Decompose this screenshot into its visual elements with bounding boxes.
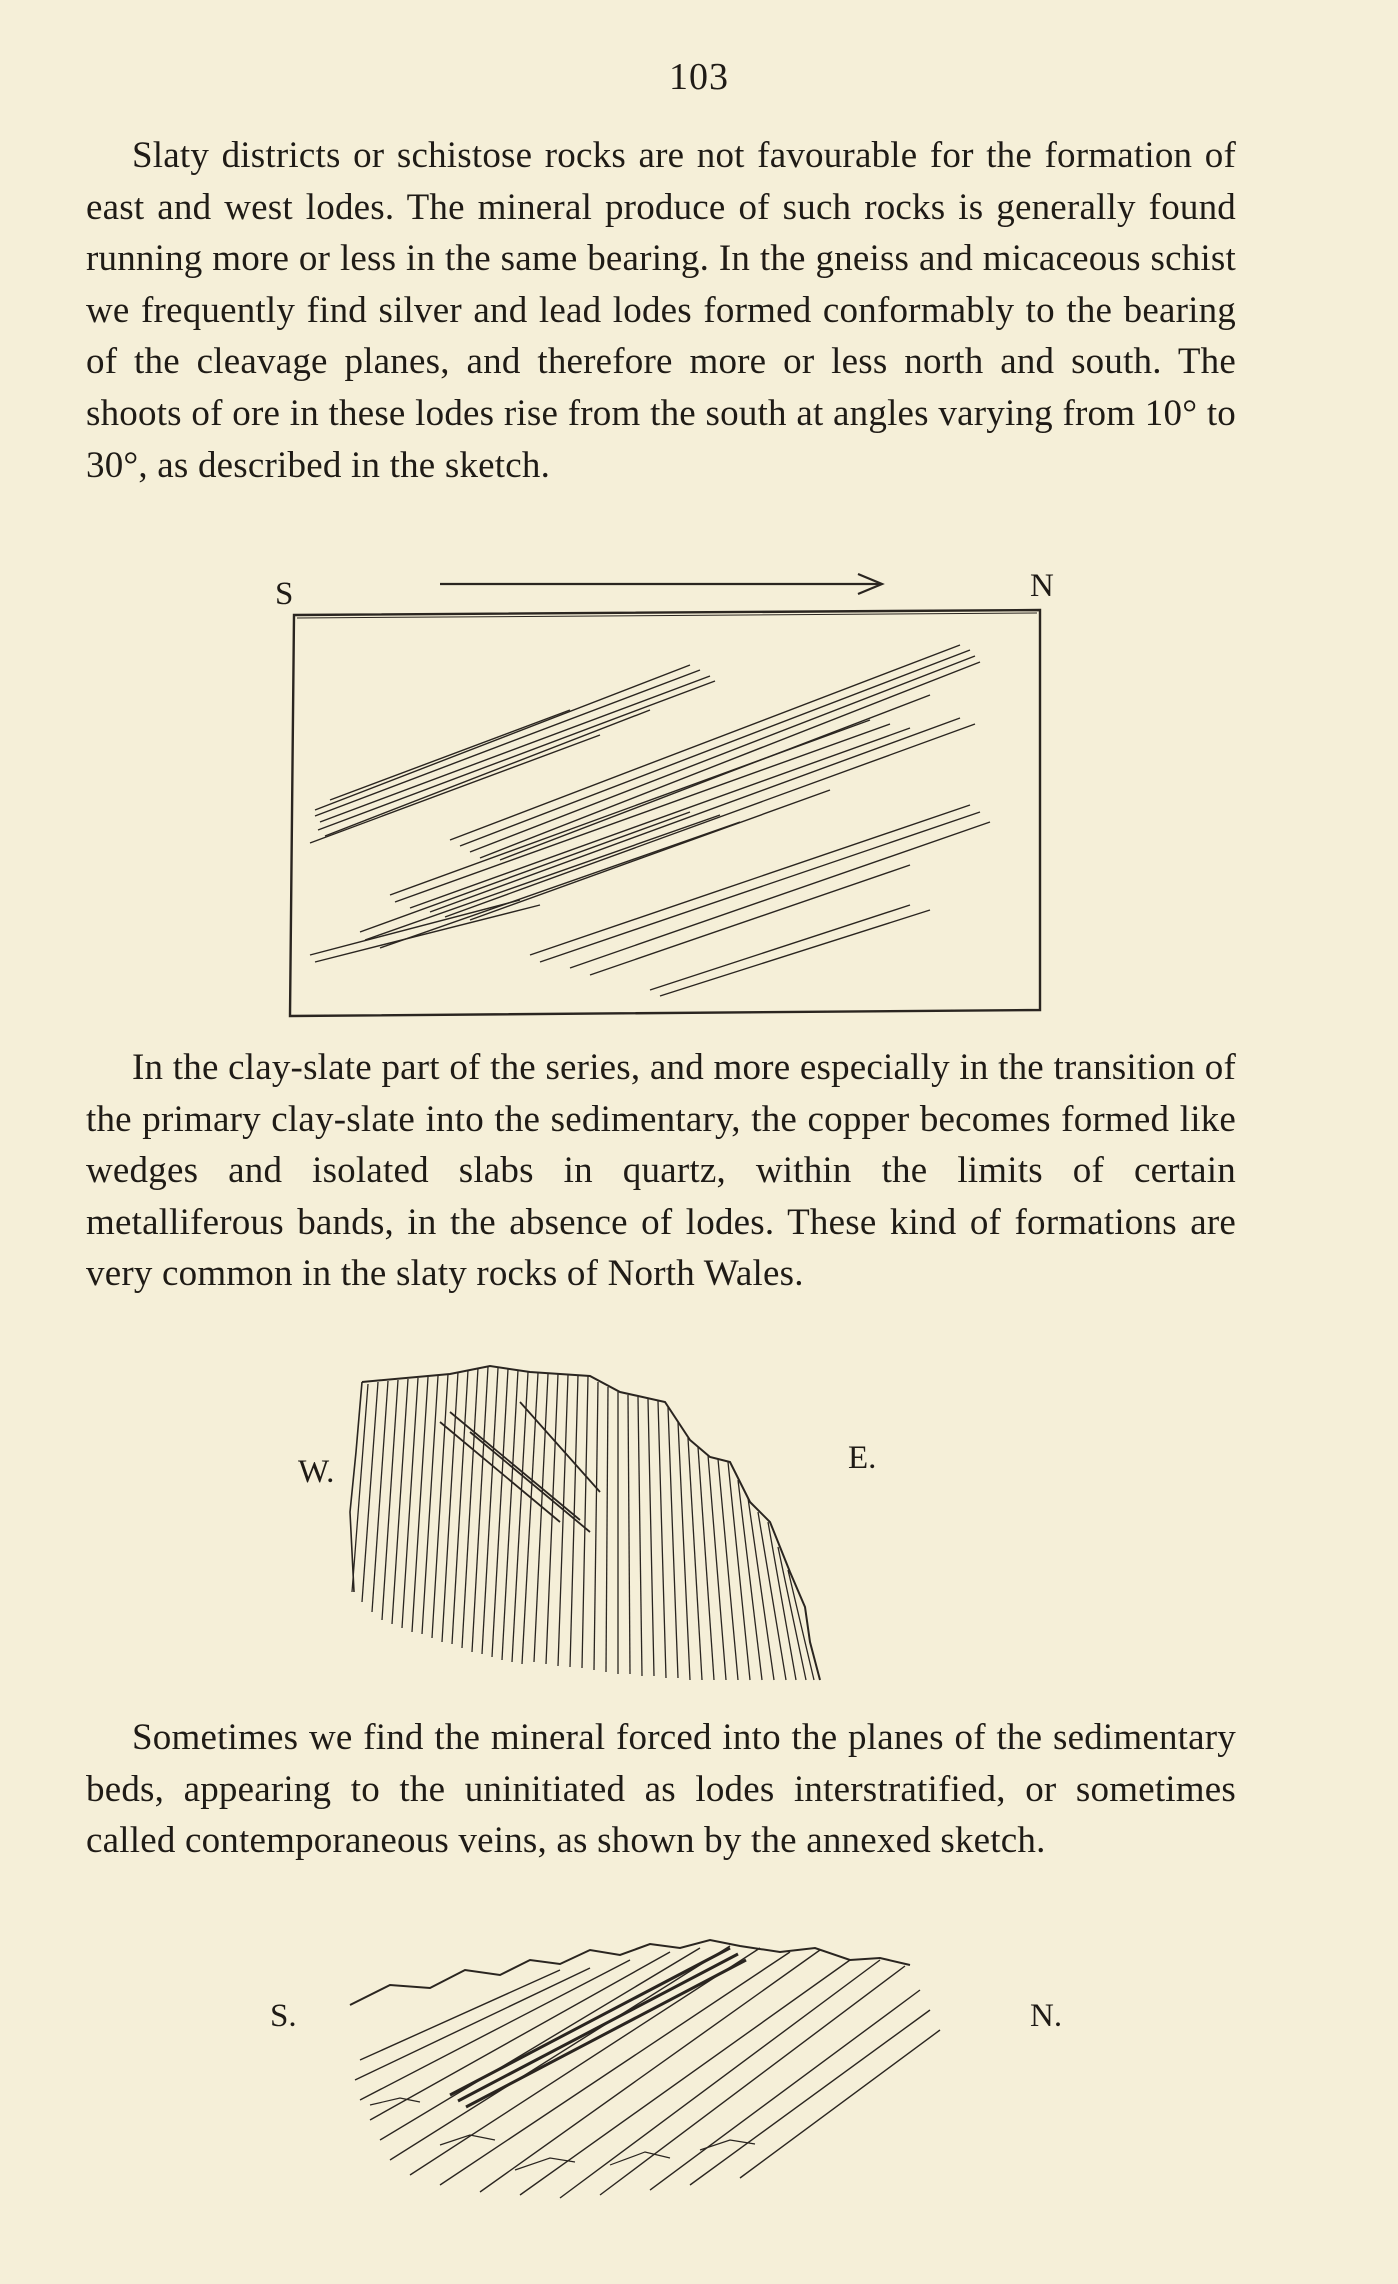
- east-label: E.: [848, 1440, 877, 1476]
- wedge-formation-sketch: [290, 1362, 990, 1692]
- strata-sketch-drawing: [260, 1930, 1063, 2200]
- west-label: W.: [298, 1454, 335, 1490]
- south-label-strata: S.: [270, 1998, 297, 2034]
- page-number: 103: [669, 56, 729, 98]
- north-label-strata: N.: [1030, 1998, 1063, 2034]
- wedge-sketch-drawing: [290, 1362, 990, 1692]
- north-label: N: [1030, 568, 1054, 604]
- south-label: S: [275, 576, 294, 612]
- interstratified-strata-sketch: [260, 1930, 1063, 2200]
- paragraph-1: Slaty districts or schistose rocks are not favourable for the formation of east and west lodes. The mineral produce of such rocks is generally found running more or less in the same bearing. In the gneiss and micaceous schist we frequently find silver and lead lodes formed conformably to the bearing of the cleavage planes, and therefore more or less north and south. The shoots of ore in these lodes rise from the south at angles varying from 10° to 30°, as described in the sketch.: [86, 135, 1236, 486]
- paragraph-3: Sometimes we find the mineral forced into the planes of the sedimentary beds, appearing to the uninitiated as lodes interstratified, or sometimes called contemporaneous veins, as shown by the annexed sketch.: [86, 1717, 1236, 1862]
- paragraph-2: In the clay-slate part of the series, and more especially in the transition of the primary clay-slate into the sedimentary, the copper becomes formed like wedges and isolated slabs in quartz, within the limits of certain metalliferous bands, in the absence of lodes. These kind of formations are very common in the slaty rocks of North Wales.: [86, 1047, 1236, 1295]
- shoots-of-ore-sketch: [270, 560, 1054, 1020]
- shoots-sketch-drawing: [270, 560, 1050, 1020]
